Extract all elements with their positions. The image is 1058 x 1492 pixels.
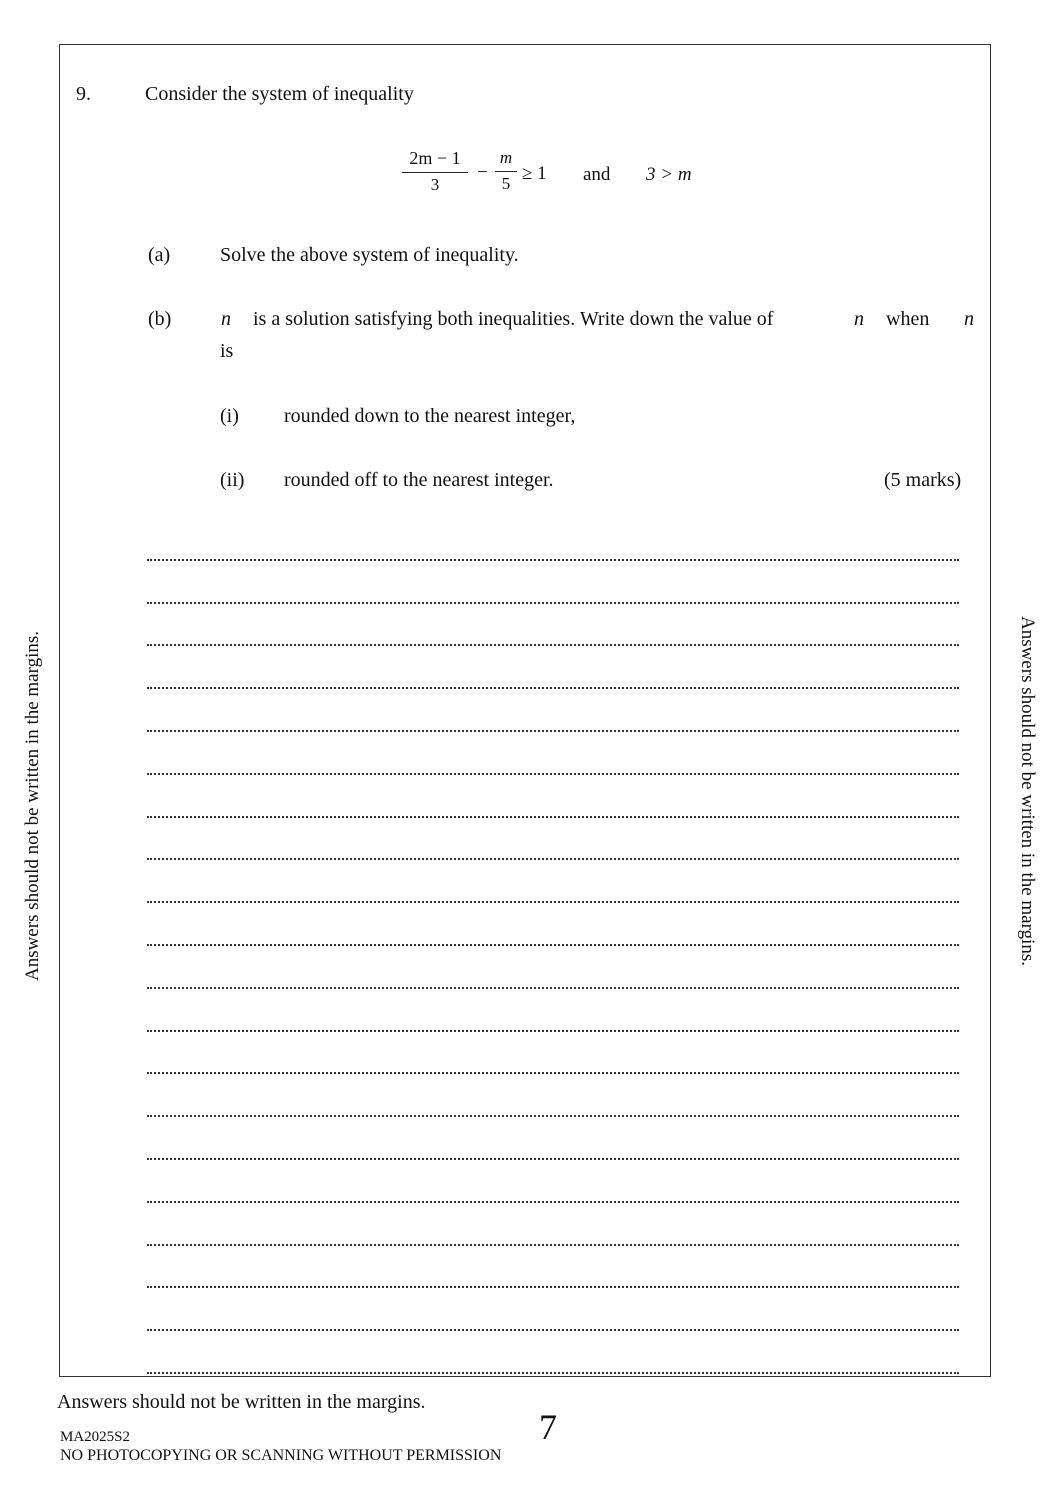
answer-line[interactable] xyxy=(147,858,959,860)
paper-code: MA2025S2 xyxy=(60,1429,131,1445)
fraction-2-numerator: m xyxy=(499,148,513,167)
bottom-margin-note: Answers should not be written in the margins. xyxy=(57,1391,426,1413)
answer-line[interactable] xyxy=(147,644,959,646)
part-b-variable-n-3: n xyxy=(964,308,974,330)
part-b-variable-n-2: n xyxy=(854,308,864,330)
question-intro: Consider the system of inequality xyxy=(145,83,414,105)
inequality-relation-1: ≥ 1 xyxy=(522,163,547,184)
answer-line[interactable] xyxy=(147,1030,959,1032)
part-b-label: (b) xyxy=(148,308,172,330)
part-a-text: Solve the above system of inequality. xyxy=(220,244,519,266)
fraction-2 xyxy=(495,148,517,194)
answer-line[interactable] xyxy=(147,1329,959,1331)
answer-line[interactable] xyxy=(147,1372,959,1374)
answer-line[interactable] xyxy=(147,1201,959,1203)
answer-line[interactable] xyxy=(147,901,959,903)
fraction-1-denominator: 3 xyxy=(430,175,440,194)
answer-line[interactable] xyxy=(147,687,959,689)
answer-line[interactable] xyxy=(147,1158,959,1160)
page-number: 7 xyxy=(539,1407,557,1447)
sub-i-text: rounded down to the nearest integer, xyxy=(284,405,576,427)
answer-line[interactable] xyxy=(147,816,959,818)
copyright-notice: NO PHOTOCOPYING OR SCANNING WITHOUT PERMISSION xyxy=(60,1447,502,1464)
sub-ii-text: rounded off to the nearest integer. xyxy=(284,469,554,491)
fraction-1 xyxy=(402,148,468,195)
marks-allocation: (5 marks) xyxy=(884,469,962,491)
answer-line[interactable] xyxy=(147,944,959,946)
part-b-text: is a solution satisfying both inequalities. Write down the value of xyxy=(253,308,774,330)
question-frame xyxy=(59,44,991,1377)
answer-line[interactable] xyxy=(147,1115,959,1117)
fraction-2-denominator: 5 xyxy=(501,174,511,193)
part-b-when: when xyxy=(886,308,930,330)
answer-line[interactable] xyxy=(147,730,959,732)
fraction-1-numerator: 2m − 1 xyxy=(409,148,461,168)
minus-sign: − xyxy=(477,162,488,183)
inequality-2: 3 > m xyxy=(646,164,692,185)
margin-note-right: Answers should not be written in the margins. xyxy=(1017,615,1038,967)
question-number: 9. xyxy=(76,83,91,105)
answer-line[interactable] xyxy=(147,987,959,989)
sub-i-label: (i) xyxy=(220,405,239,427)
answer-line[interactable] xyxy=(147,559,959,561)
answer-line[interactable] xyxy=(147,602,959,604)
answer-line[interactable] xyxy=(147,773,959,775)
margin-note-left: Answers should not be written in the margins. xyxy=(22,630,43,982)
sub-ii-label: (ii) xyxy=(220,469,245,491)
part-b-variable-n: n xyxy=(221,308,231,330)
answer-line[interactable] xyxy=(147,1244,959,1246)
conjunction-and: and xyxy=(583,164,611,185)
answer-line[interactable] xyxy=(147,1072,959,1074)
part-a-label: (a) xyxy=(148,244,171,266)
part-b-text-continued: is xyxy=(220,340,234,362)
answer-line[interactable] xyxy=(147,1286,959,1288)
